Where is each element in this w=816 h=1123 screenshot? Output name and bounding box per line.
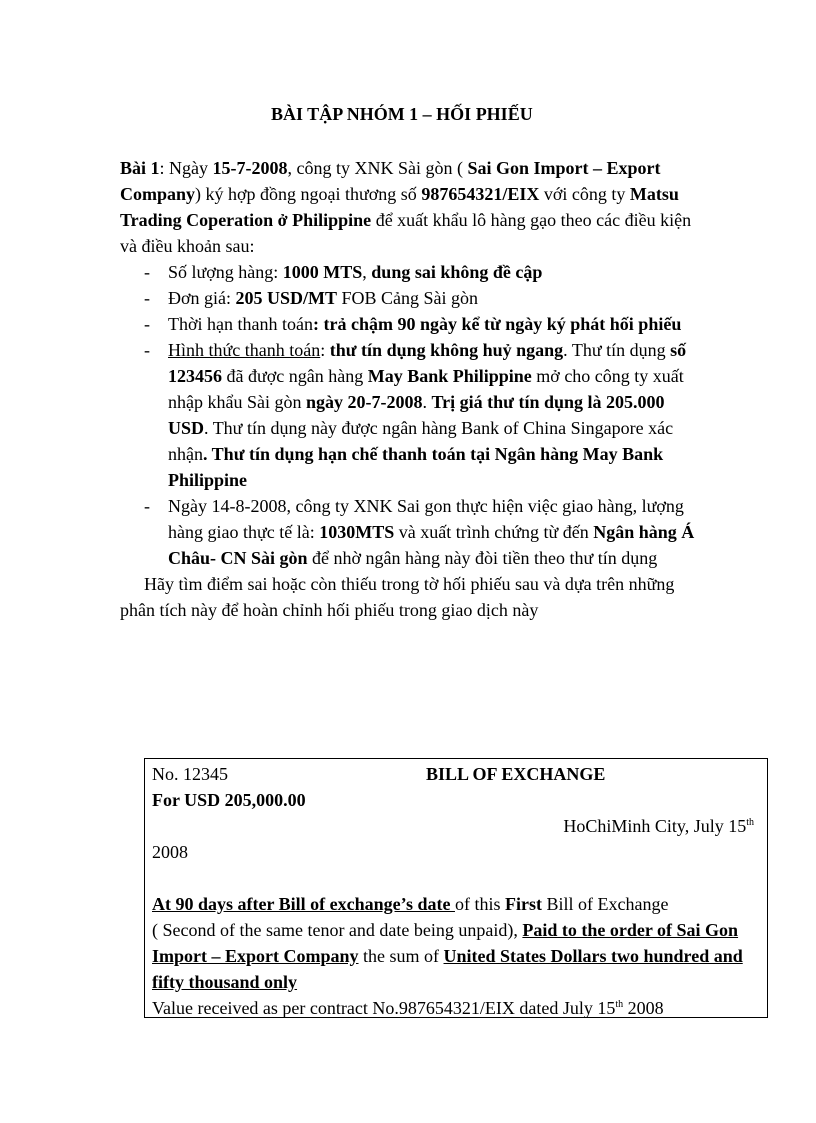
- value-received-year: 2008: [623, 998, 664, 1018]
- intro-paragraph: [120, 155, 700, 259]
- text-span: để xuất khẩu lô hàng gạo theo các điều kiện và điều khoản sau:: [120, 210, 692, 256]
- text-span: ( Second of the same tenor and date being unpaid),: [152, 920, 523, 940]
- text-span: Bill of Exchange: [541, 894, 669, 914]
- text-span: mở cho công ty xuất nhập khẩu Sài gòn: [168, 366, 684, 412]
- method-value: thư tín dụng không huỷ ngang: [329, 340, 564, 360]
- condition-shipment: [120, 493, 700, 571]
- bill-of-exchange: [144, 758, 768, 1018]
- text-span: the sum of: [358, 946, 444, 966]
- question-paragraph: Hãy tìm điểm sai hoặc còn thiếu trong tờ hối phiếu sau và dựa trên những phân tích này để hoàn chỉnh hối phiếu trong giao dịch này: [120, 574, 675, 620]
- text-span: và xuất trình chứng từ đến: [394, 522, 594, 542]
- bill-sum-words: United States Dollars two hundred and fifty thousand only: [152, 946, 743, 992]
- bill-amount: For USD 205,000.00: [152, 790, 306, 810]
- text-span: : Ngày: [159, 158, 213, 178]
- text-span: Đơn giá:: [168, 288, 236, 308]
- bill-amount-row: [152, 787, 760, 813]
- bill-payee: Paid to the order of Sai Gon Import – Export Company: [152, 920, 739, 966]
- importer-name: Matsu Trading Coperation ở Philippine: [120, 184, 679, 230]
- presenting-bank: Ngân hàng Á Châu- CN Sài gòn: [168, 522, 695, 568]
- text-span: ,: [362, 262, 372, 282]
- text-span: . Thư tín dụng này được ngân hàng Bank of China Singapore xác nhận: [168, 418, 674, 464]
- exercise-body: [120, 155, 700, 623]
- text-span: để nhờ ngân hàng này đòi tiền theo thư tín dụng: [307, 548, 658, 568]
- bill-place-date: [152, 813, 760, 839]
- text-span: :: [320, 340, 330, 360]
- contract-date: 15-7-2008: [212, 158, 288, 178]
- bill-spacer: [152, 865, 760, 891]
- shipped-quantity: 1030MTS: [319, 522, 395, 542]
- condition-price: [120, 285, 700, 311]
- ordinal-suffix: th: [746, 817, 754, 828]
- text-span: Ngày 14-8-2008, công ty XNK Sai gon thực hiện việc giao hàng, lượng hàng giao thực tế là:: [168, 496, 684, 542]
- text-span: Thời hạn thanh toán: [168, 314, 313, 334]
- condition-payment-method: [120, 337, 700, 493]
- bill-body: [152, 891, 760, 1021]
- first-copy: First: [504, 894, 542, 914]
- text-span: đã được ngân hàng: [222, 366, 368, 386]
- method-label: Hình thức thanh toán: [168, 340, 321, 360]
- bill-tenor: At 90 days after Bill of exchange’s date: [152, 894, 455, 914]
- lc-value: Trị giá thư tín dụng là 205.000 USD: [168, 392, 665, 438]
- exporter-name: Sai Gon Import – Export Company: [120, 158, 661, 204]
- ordinal-suffix: th: [615, 999, 624, 1010]
- condition-quantity: [120, 259, 700, 285]
- payment-term-value: : trả chậm 90 ngày kể từ ngày ký phát hối phiếu: [312, 314, 682, 334]
- bill-year-row: [152, 839, 760, 865]
- text-span: . Thư tín dụng: [563, 340, 671, 360]
- price-value: 205 USD/MT: [235, 288, 338, 308]
- quantity-value: 1000 MTS: [282, 262, 363, 282]
- text-span: of this: [454, 894, 505, 914]
- text-span: .: [422, 392, 432, 412]
- lc-date: ngày 20-7-2008: [305, 392, 423, 412]
- text-span: FOB Cảng Sài gòn: [337, 288, 479, 308]
- text-span: Số lượng hàng:: [168, 262, 283, 282]
- bill-title: BILL OF EXCHANGE: [426, 764, 606, 784]
- bill-number: No. 12345: [152, 764, 228, 784]
- exercise-label: Bài 1: [120, 158, 160, 178]
- text-span: , công ty XNK Sài gòn (: [287, 158, 468, 178]
- contract-number: 987654321/EIX: [421, 184, 540, 204]
- bill-header-row: [152, 761, 760, 787]
- text-span: ) ký hợp đồng ngoại thương số: [195, 184, 422, 204]
- issuing-bank: May Bank Philippine: [367, 366, 532, 386]
- tolerance-text: dung sai không đề cập: [371, 262, 543, 282]
- page-title: BÀI TẬP NHÓM 1 – HỐI PHIẾU: [271, 104, 533, 124]
- lc-number: số 123456: [168, 340, 687, 386]
- conditions-list: [120, 259, 700, 571]
- place-date-text: HoChiMinh City, July 15: [563, 816, 747, 836]
- bill-year: 2008: [152, 842, 188, 862]
- value-received: Value received as per contract No.987654321/EIX dated July 15: [152, 998, 616, 1018]
- text-span: với công ty: [539, 184, 630, 204]
- condition-payment-term: [120, 311, 700, 337]
- lc-restricted: . Thư tín dụng hạn chế thanh toán tại Ngân hàng May Bank Philippine: [168, 444, 664, 490]
